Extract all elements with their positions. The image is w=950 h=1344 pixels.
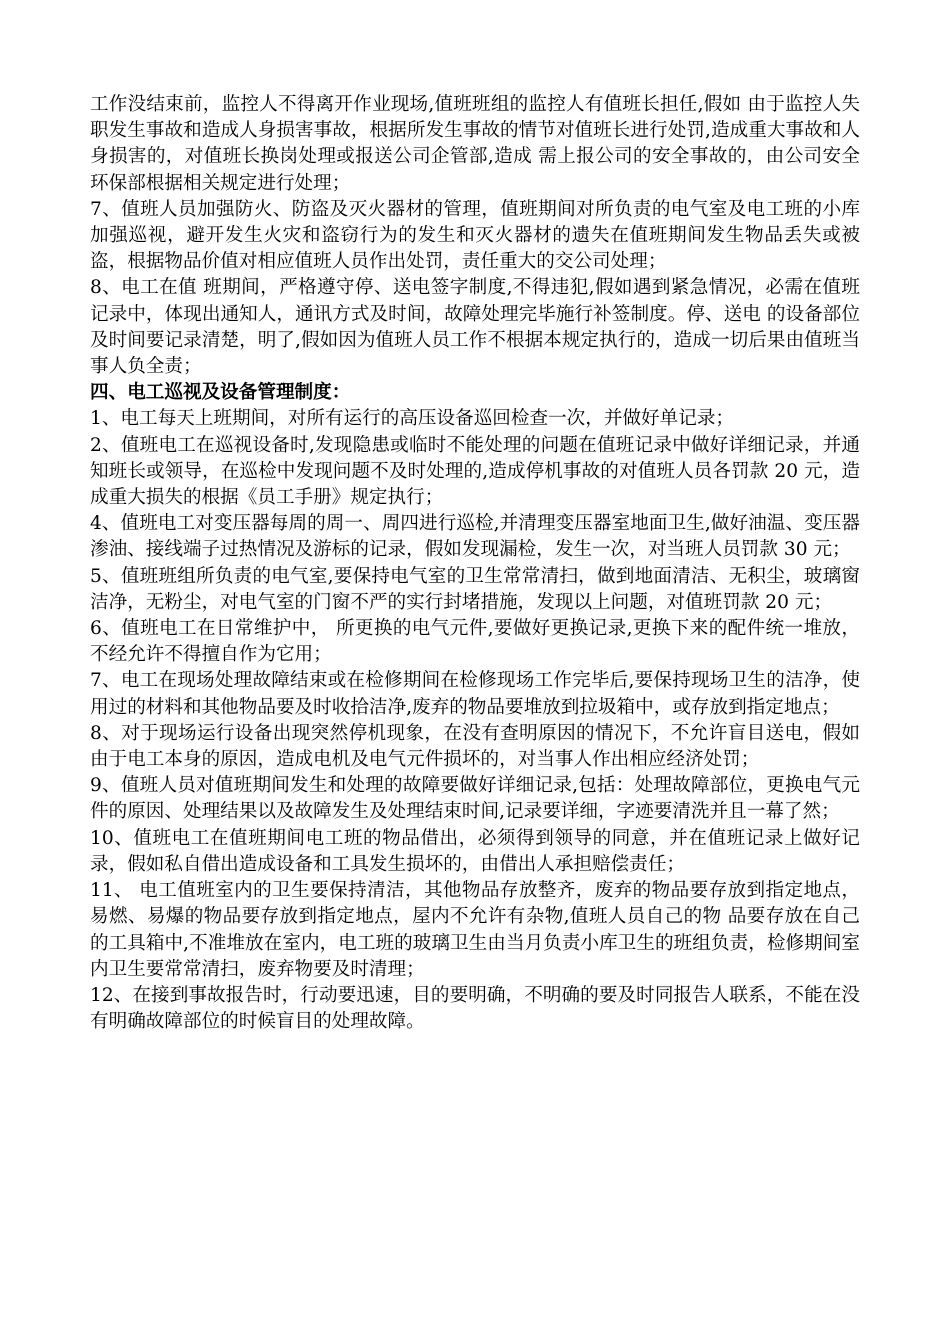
paragraph-item-8-power-signoff: 8、电工在值 班期间，严格遵守停、送电签字制度,不得违犯,假如遇到紧急情况，必需在值班记录中，体现出通知人，通讯方式及时间，故障处理完毕施行补签制度。停、送电 的设备部位及时间要记录清楚，明了,假如因为值班人员工作不根据本规定执行的，造成一切后果由值班当事人负全责； [90, 277, 860, 378]
document-page [90, 92, 860, 1035]
list-item-6: 6、值班电工在日常维护中， 所更换的电气元件,要做好更换记录,更换下来的配件统一堆放，不经允许不得擅自作为它用； [90, 618, 860, 666]
list-item-8: 8、对于现场运行设备出现突然停机现象，在没有查明原因的情况下，不允许盲目送电，假如由于电工本身的原因，造成电机及电气元件损坏的，对当事人作出相应经济处罚； [90, 722, 860, 771]
paragraph-item-7-fire-theft: 7、值班人员加强防火、防盗及灭火器材的管理，值班期间对所负责的电气室及电工班的小库加强巡视，避开发生火灾和盗窃行为的发生和灭火器材的遗失在值班期间发生物品丢失或被盗，根据物品价值对相应值班人员作出处罚，责任重大的交公司处理； [90, 198, 860, 273]
list-item-9: 9、值班人员对值班期间发生和处理的故障要做好详细记录,包括：处理故障部位，更换电气元件的原因、处理结果以及故障发生及处理结束时间,记录要详细，字迹要清洗并且一幕了然； [90, 775, 860, 823]
list-item-4: 4、值班电工对变压器每周的周一、周四进行巡检,并清理变压器室地面卫生,做好油温、变压器渗油、接线端子过热情况及游标的记录，假如发现漏检，发生一次，对当班人员罚款 30 元； [90, 513, 860, 561]
list-item-7: 7、电工在现场处理故障结束或在检修期间在检修现场工作完毕后,要保持现场卫生的洁净，使用过的材料和其他物品要及时收拾洁净,废弃的物品要堆放到拉圾箱中，或存放到指定地点； [90, 670, 860, 718]
list-item-2: 2、值班电工在巡视设备时,发现隐患或临时不能处理的问题在值班记录中做好详细记录，并通知班长或领导，在巡检中发现问题不及时处理的,造成停机事故的对值班人员各罚款 20 元，造成重大损失的根据《员工手册》规定执行； [90, 434, 860, 509]
list-item-5: 5、值班班组所负责的电气室,要保持电气室的卫生常常清扫，做到地面清洁、无积尘，玻璃窗洁净，无粉尘，对电气室的门窗不严的实行封堵措施，发现以上问题，对值班罚款 20 元； [90, 565, 860, 613]
list-item-10: 10、值班电工在值班期间电工班的物品借出，必须得到领导的同意，并在值班记录上做好记录，假如私自借出造成设备和工具发生损坏的，由借出人承担赔偿责任； [90, 827, 860, 875]
section-heading-inspection: 四、电工巡视及设备管理制度： [90, 382, 351, 404]
list-item-1: 1、电工每天上班期间，对所有运行的高压设备巡回检查一次，并做好单记录； [90, 408, 735, 430]
list-item-12: 12、在接到事故报告时，行动要迅速，目的要明确，不明确的要及时同报告人联系，不能在没有明确故障部位的时候盲目的处理故障。 [90, 984, 860, 1033]
paragraph-continued-supervision: 工作没结束前，监控人不得离开作业现场,值班班组的监控人有值班长担任,假如 由于监控人失职发生事故和造成人身损害事故，根据所发生事故的情节对值班长进行处罚,造成重大事故和人身损害的，对值班长换岗处理或报送公司企管部,造成 需上报公司的安全事故的，由公司安全环保部根据相关规定进行处理； [90, 94, 860, 194]
list-item-11: 11、 电工值班室内的卫生要保持清洁，其他物品存放整齐，废弃的物品要存放到指定地点，易燃、易爆的物品要存放到指定地点，屋内不允许有杂物,值班人员自己的物 品要存放在自己的工具箱中,不准堆放在室内，电工班的玻璃卫生由当月负责小库卫生的班组负责，检修期间室内卫生要常常清扫，废弃物要及时清理； [90, 880, 860, 980]
